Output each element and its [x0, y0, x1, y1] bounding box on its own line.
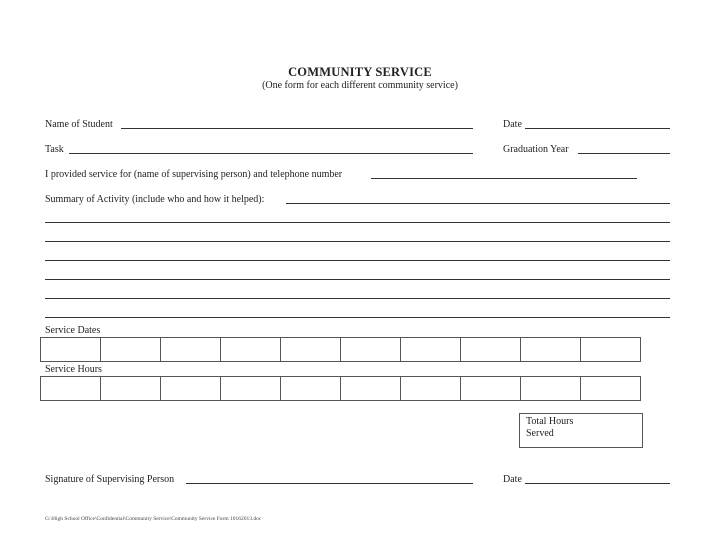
date-line[interactable] — [525, 128, 670, 129]
summary-blank-line[interactable] — [45, 317, 670, 318]
signature-label: Signature of Supervising Person — [45, 474, 175, 485]
service-hour-cell[interactable] — [580, 377, 640, 400]
form-title: COMMUNITY SERVICE — [288, 65, 432, 79]
service-hour-cell[interactable] — [340, 377, 400, 400]
total-hours-box[interactable] — [519, 413, 643, 448]
signature-date-line[interactable] — [525, 483, 670, 484]
service-hour-cell[interactable] — [100, 377, 160, 400]
service-date-cell[interactable] — [100, 338, 160, 361]
task-label: Task — [45, 144, 64, 155]
summary-blank-line[interactable] — [45, 241, 670, 242]
total-hours-label-line2: Served — [526, 428, 554, 439]
footer-file-path: G:\High School Office\Confidential\Community Service\Community Service Form 10162013.doc — [45, 516, 262, 522]
service-hour-cell[interactable] — [220, 377, 280, 400]
service-date-cell[interactable] — [280, 338, 340, 361]
service-dates-label: Service Dates — [45, 325, 101, 336]
total-hours-label — [526, 416, 573, 440]
service-hour-cell[interactable] — [460, 377, 520, 400]
signature-date-label: Date — [503, 474, 522, 485]
service-hours-label: Service Hours — [45, 364, 102, 375]
service-hour-cell[interactable] — [400, 377, 460, 400]
service-date-cell[interactable] — [520, 338, 580, 361]
supervisor-contact-line[interactable] — [371, 178, 637, 179]
signature-line[interactable] — [186, 483, 473, 484]
service-hour-cell[interactable] — [280, 377, 340, 400]
service-date-cell[interactable] — [400, 338, 460, 361]
service-hours-grid — [40, 376, 641, 401]
service-date-cell[interactable] — [460, 338, 520, 361]
service-hour-cell[interactable] — [160, 377, 220, 400]
graduation-year-line[interactable] — [578, 153, 670, 154]
supervisor-contact-label: I provided service for (name of supervising person) and telephone number — [45, 169, 343, 180]
name-of-student-line[interactable] — [121, 128, 473, 129]
service-date-cell[interactable] — [41, 338, 100, 361]
summary-blank-line[interactable] — [45, 222, 670, 223]
service-date-cell[interactable] — [220, 338, 280, 361]
summary-blank-line[interactable] — [45, 298, 670, 299]
graduation-year-label: Graduation Year — [503, 144, 569, 155]
form-subtitle: (One form for each different community service) — [262, 80, 458, 91]
summary-label: Summary of Activity (include who and how it helped): — [45, 194, 265, 205]
date-label: Date — [503, 119, 522, 130]
task-line[interactable] — [69, 153, 473, 154]
summary-blank-line[interactable] — [45, 279, 670, 280]
service-dates-grid — [40, 337, 641, 362]
total-hours-label-line1: Total Hours — [526, 416, 574, 427]
service-date-cell[interactable] — [160, 338, 220, 361]
name-of-student-label: Name of Student — [45, 119, 113, 130]
service-hour-cell[interactable] — [520, 377, 580, 400]
service-date-cell[interactable] — [340, 338, 400, 361]
summary-blank-line[interactable] — [45, 260, 670, 261]
summary-line[interactable] — [286, 203, 670, 204]
service-hour-cell[interactable] — [41, 377, 100, 400]
service-date-cell[interactable] — [580, 338, 640, 361]
